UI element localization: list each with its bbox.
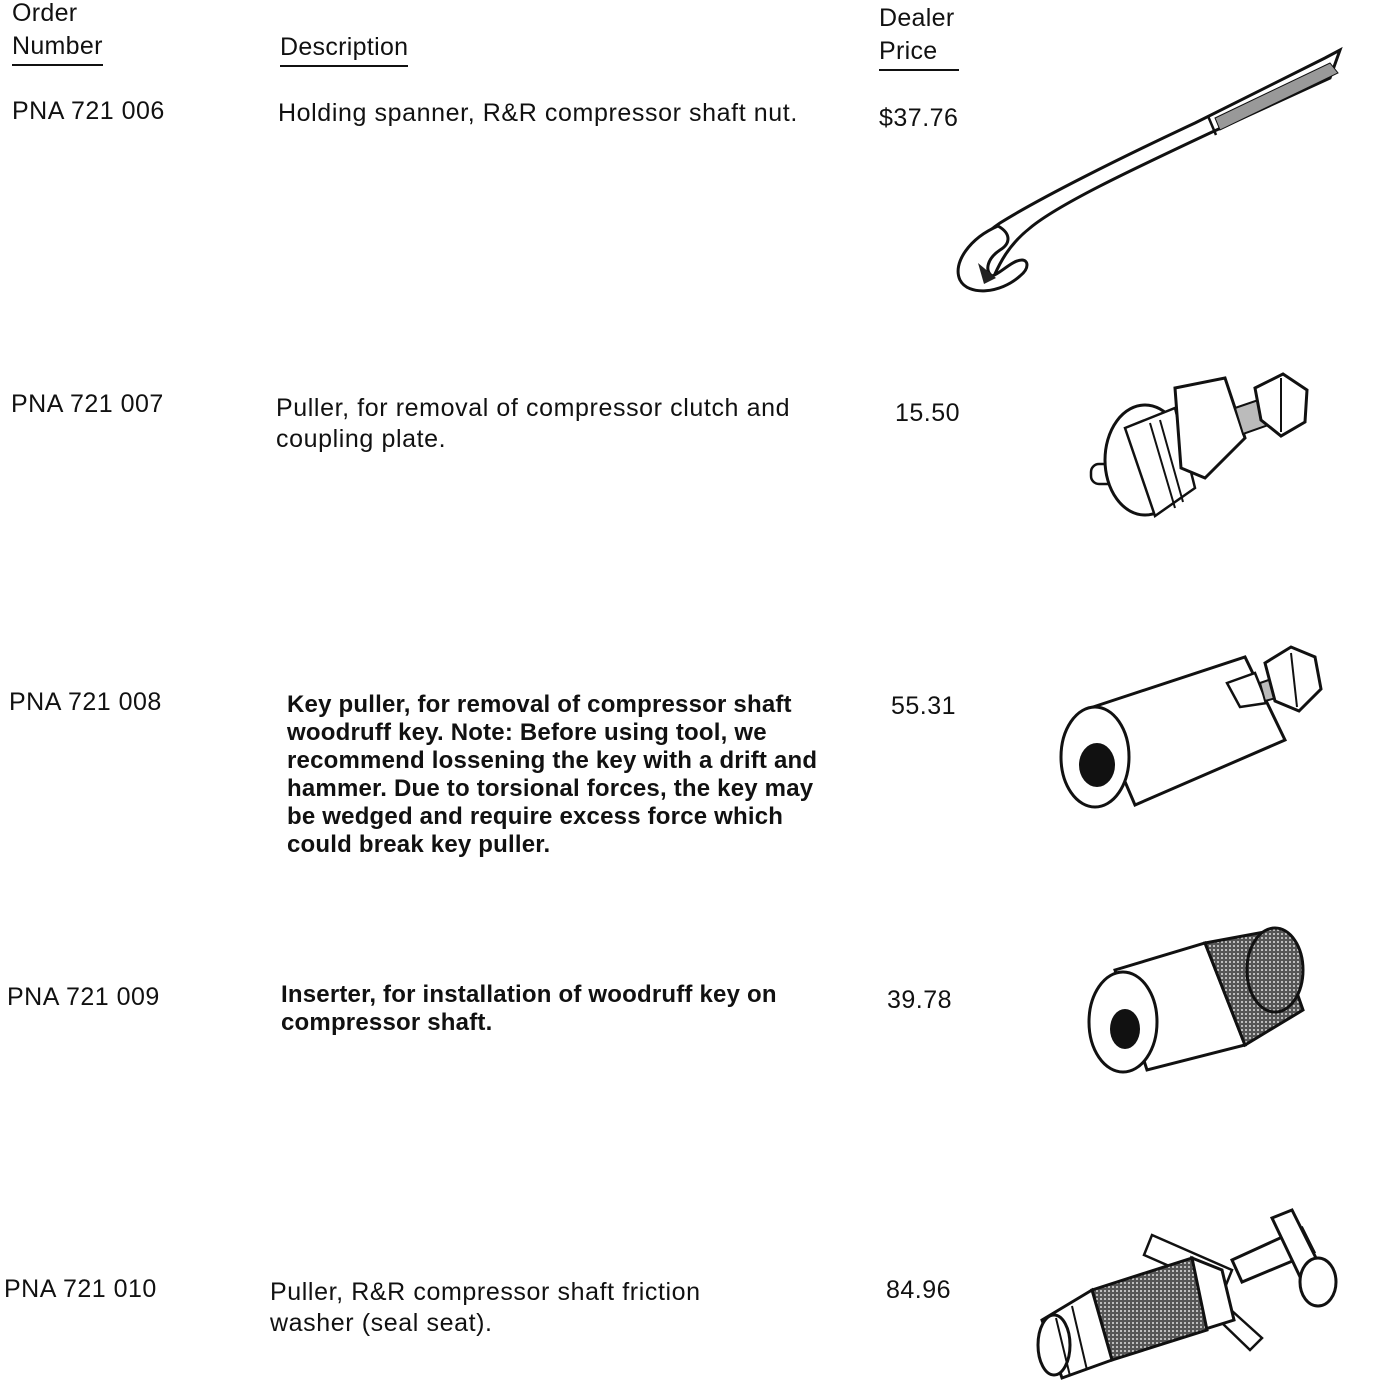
order-header-line2: Number	[12, 30, 103, 66]
description-006: Holding spanner, R&R compressor shaft nut.	[278, 99, 798, 127]
description-header-label: Description	[280, 31, 408, 67]
description-007: Puller, for removal of compressor clutch and coupling plate.	[276, 394, 791, 453]
order-number-009: PNA 721 009	[7, 983, 160, 1011]
order-number-006: PNA 721 006	[12, 97, 165, 125]
order-number-010: PNA 721 010	[4, 1275, 157, 1303]
holding-spanner-icon	[940, 38, 1360, 298]
description-header	[280, 31, 408, 67]
order-number-header	[12, 0, 103, 66]
price-header-line2: Price	[879, 35, 959, 71]
key-inserter-icon	[1085, 925, 1315, 1075]
order-header-line1: Order	[12, 0, 78, 27]
key-puller-icon	[1055, 645, 1325, 815]
price-007: 15.50	[895, 399, 961, 427]
price-009: 39.78	[887, 986, 953, 1014]
price-header-line1: Dealer	[879, 4, 955, 32]
price-008: 55.31	[891, 692, 957, 720]
description-008: Key puller, for removal of compressor shaft woodruff key. Note: Before using tool, we recommend lossening the key with a drift and hammer. Due to torsional forces, the key may be wedged and require excess force which could break key puller.	[287, 691, 818, 858]
order-number-008: PNA 721 008	[9, 688, 162, 716]
price-010: 84.96	[886, 1276, 952, 1304]
price-006: $37.76	[879, 104, 959, 132]
description-010: Puller, R&R compressor shaft friction washer (seal seat).	[270, 1278, 701, 1337]
clutch-puller-icon	[1085, 368, 1325, 528]
description-009: Inserter, for installation of woodruff key on compressor shaft.	[281, 981, 777, 1036]
seal-seat-puller-icon	[1032, 1210, 1342, 1380]
order-number-007: PNA 721 007	[11, 390, 164, 418]
